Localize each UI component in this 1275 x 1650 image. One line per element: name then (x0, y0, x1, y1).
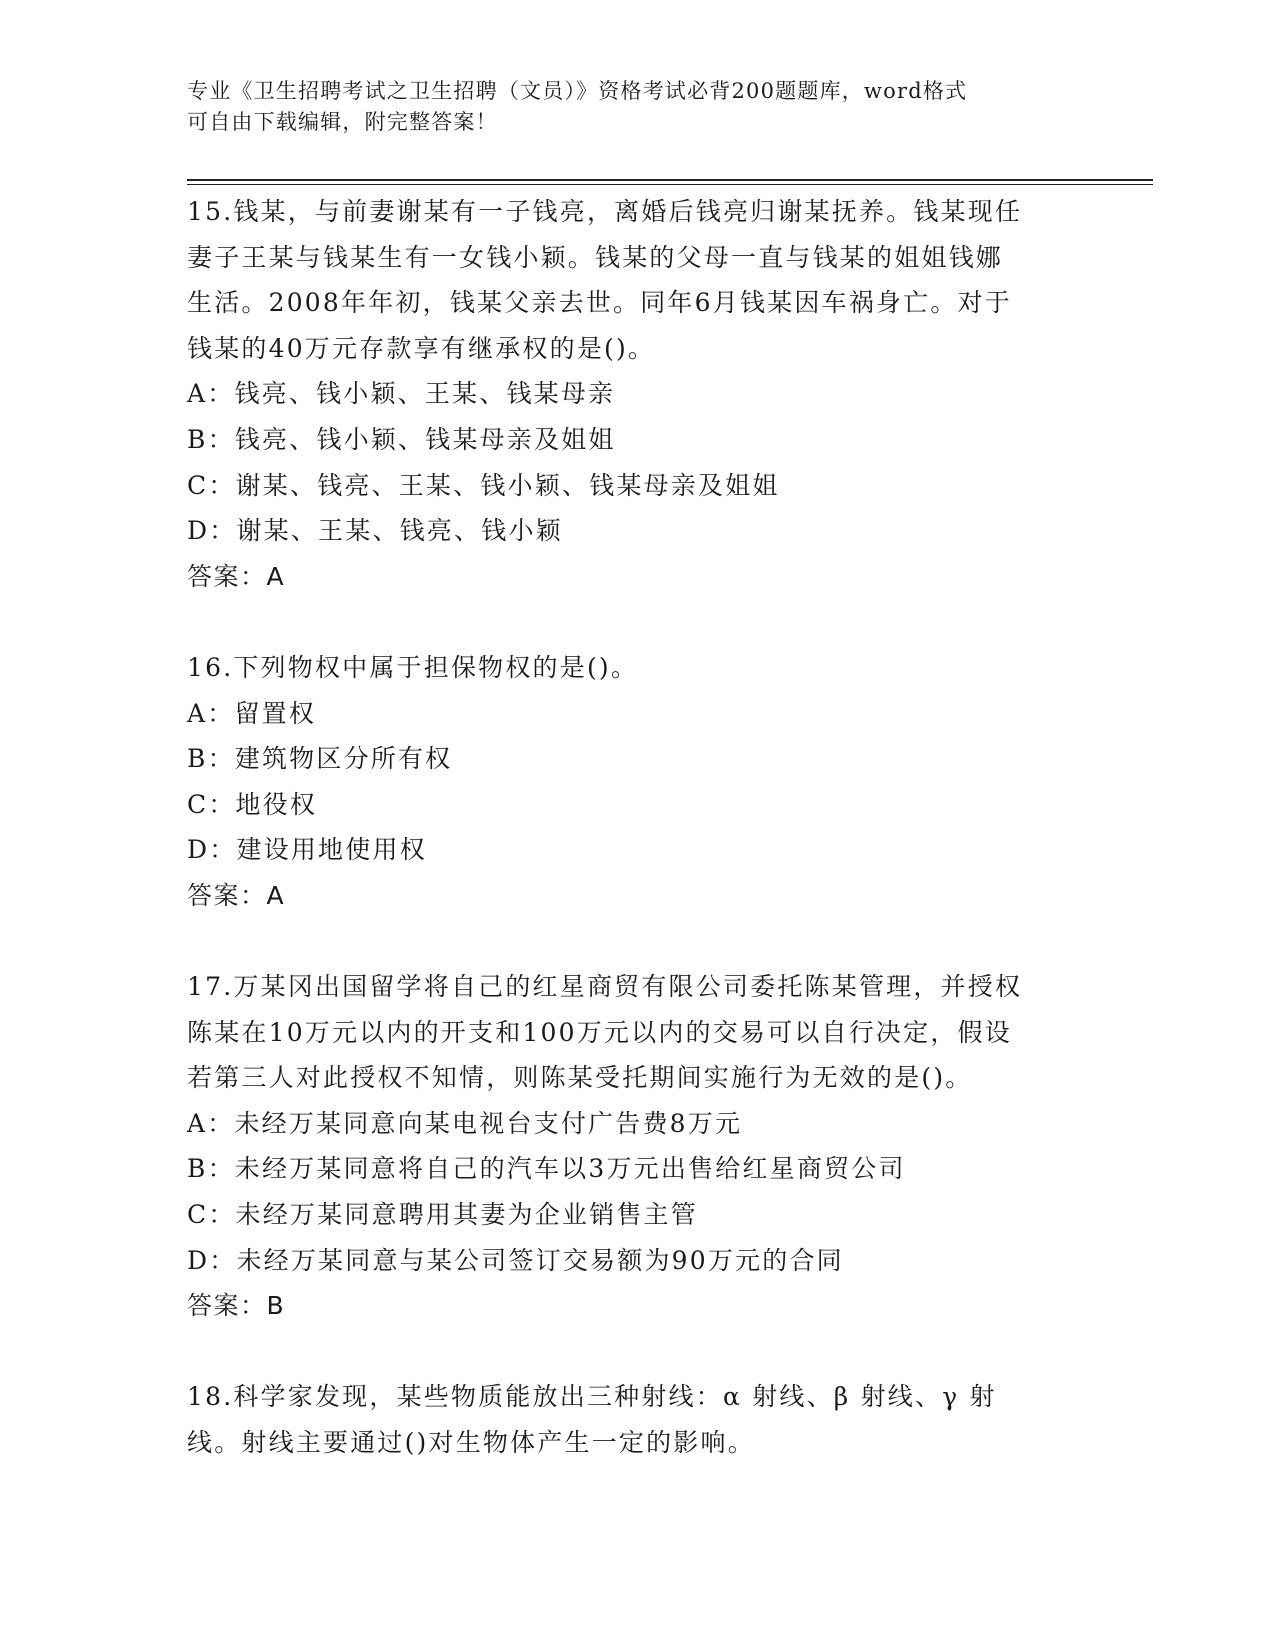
question-list (187, 189, 1087, 1511)
question-stem-line: 17.万某冈出国留学将自己的红星商贸有限公司委托陈某管理，并授权 (187, 972, 1023, 1002)
question-stem-line: 陈某在10万元以内的开支和100万元以内的交易可以自行决定，假设 (187, 1017, 1012, 1047)
header-divider-thin (187, 184, 1153, 185)
option-a: A：未经万某同意向某电视台支付广告费8万元 (187, 1108, 743, 1138)
question-stem-line: 18.科学家发现，某些物质能放出三种射线：α 射线、β 射线、γ 射 (187, 1382, 997, 1412)
option-c: C：未经万某同意聘用其妻为企业销售主管 (187, 1200, 698, 1230)
question-stem-line: 生活。2008年年初，钱某父亲去世。同年6月钱某因车祸身亡。对于 (187, 288, 1012, 318)
option-b: B：建筑物区分所有权 (187, 744, 453, 774)
question-17 (187, 964, 1087, 1329)
question-stem-line: 若第三人对此授权不知情，则陈某受托期间实施行为无效的是()。 (187, 1063, 973, 1093)
option-d: D：建设用地使用权 (187, 835, 427, 865)
option-c: C：地役权 (187, 789, 318, 819)
question-16 (187, 645, 1087, 919)
header-line-2: 可自由下载编辑，附完整答案！ (187, 110, 498, 134)
option-b: B：钱亮、钱小颖、钱某母亲及姐姐 (187, 424, 616, 454)
option-b: B：未经万某同意将自己的汽车以3万元出售给红星商贸公司 (187, 1154, 906, 1184)
answer-text: 答案：A (187, 880, 286, 910)
option-a: A：钱亮、钱小颖、王某、钱某母亲 (187, 379, 616, 409)
document-header (187, 76, 1067, 138)
question-15 (187, 189, 1087, 599)
option-c: C：谢某、钱亮、王某、钱小颖、钱某母亲及姐姐 (187, 470, 780, 500)
question-18 (187, 1374, 1087, 1465)
answer-text: 答案：B (187, 1291, 286, 1321)
header-line-1: 专业《卫生招聘考试之卫生招聘（文员）》资格考试必背200题题库，word格式 (187, 79, 968, 103)
header-divider-thick (187, 179, 1153, 181)
option-a: A：留置权 (187, 698, 317, 728)
answer-text: 答案：A (187, 561, 286, 591)
question-stem-line: 妻子王某与钱某生有一女钱小颖。钱某的父母一直与钱某的姐姐钱娜 (187, 242, 1004, 272)
option-d: D：谢某、王某、钱亮、钱小颖 (187, 516, 563, 546)
question-stem-line: 线。射线主要通过()对生物体产生一定的影响。 (187, 1428, 755, 1458)
option-d: D：未经万某同意与某公司签订交易额为90万元的合同 (187, 1245, 844, 1275)
question-stem-line: 16.下列物权中属于担保物权的是()。 (187, 652, 639, 682)
question-stem-line: 15.钱某，与前妻谢某有一子钱亮，离婚后钱亮归谢某抚养。钱某现任 (187, 197, 1023, 226)
question-stem-line: 钱某的40万元存款享有继承权的是()。 (187, 333, 656, 363)
